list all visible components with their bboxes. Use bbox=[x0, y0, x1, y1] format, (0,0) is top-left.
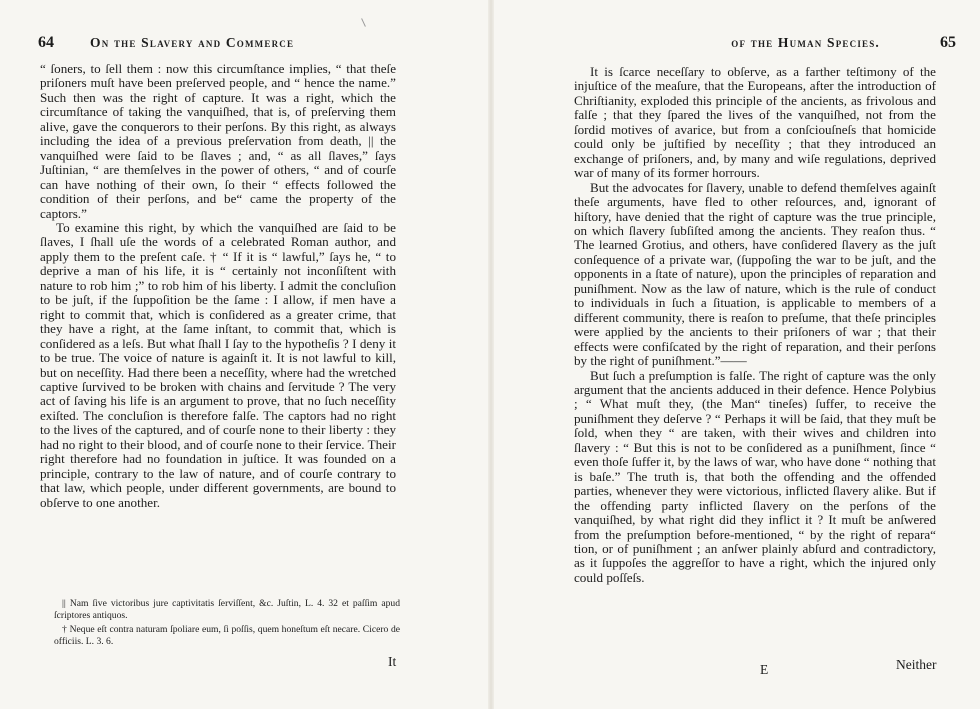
footnote: † Neque eſt contra naturam ſpoliare eum, ſi poſſis, quem honeſtum eſt necare. Cicero de officiis. L. 3. 6. bbox=[54, 624, 400, 647]
paragraph: “ ſoners, to ſell them : now this circumſtance implies, “ that theſe priſoners muſt have been preſerved people, and “ hence the name.” Such then was the right of capture. It was a right, which the circumſtance of taking the vanquiſhed, that is, of preſerving them alive, gave the conquerors to their perſons. By this right, as always including the idea of a previous preſervation from death, || the vanquiſhed were ſaid to be ſlaves ; and, “ as all ſlaves,” ſays Juſtinian, “ are themſelves in the power of others, “ and of courſe can have nothing of their own, ſo their “ effects followed the condition of their perſons, and be“ came the property of the captors.” bbox=[40, 61, 396, 221]
page-number: 65 bbox=[940, 34, 956, 51]
paragraph: To examine this right, by which the vanquiſhed are ſaid to be ſlaves, I ſhall uſe the words of a celebrated Roman author, and apply them to the preſent caſe. † “ If it is “ lawful,” ſays he, “ to deprive a man of his life, it is “ certainly not inconſiſtent with nature to rob him ;” to rob him of his liberty. I admit the concluſion to be juſt, if the ſuppoſition be the ſame : I allow, if men have a right to commit that, which is conſidered as a greater crime, that they have a right, at the ſame inſtant, to commit that, which is conſidered as a leſs. But what ſhall I ſay to the hypotheſis ? I deny it to be true. The voice of nature is againſt it. It is not lawful to kill, but on neceſſity. Had there been a neceſſity, where had the wretched captive ſurvived to be broken with chains and ſervitude ? The very act of ſaving his life is an argument to prove, that no ſuch neceſſity exiſted. The concluſion is therefore falſe. The captors had no right to the lives of the captured, and of courſe none to their liberty : they had no right to their blood, and of courſe none to their ſervice. Their right therefore had no foundation in juſtice. It was founded on a principle, contrary to the law of nature, and of courſe contrary to that law, which people, under different governments, are bound to obſerve to one another. bbox=[40, 219, 396, 510]
page-body bbox=[574, 65, 936, 585]
catchword: It bbox=[388, 654, 397, 669]
right-page bbox=[494, 0, 980, 709]
footnotes bbox=[54, 598, 400, 648]
signature-mark: E bbox=[760, 662, 769, 677]
page-body bbox=[40, 62, 396, 510]
running-head: of the Human Species. bbox=[731, 35, 880, 50]
paragraph: It is ſcarce neceſſary to obſerve, as a farther teſtimony of the injuſtice of the meaſure, that the Europeans, after the introduction of Chriſtianity, exploded this principle of the ancients, as frivolous and falſe ; that they ſpared the lives of the vanquiſhed, not from the ſordid motives of avarice, but from a conſciouſneſs that homicide could only be juſtified by neceſſity ; that they introduced an exchange of priſoners, and, by many and wiſe regulations, deprived war of many of its former horrours. bbox=[574, 64, 936, 181]
catchword: Neither bbox=[896, 657, 937, 672]
left-page bbox=[0, 0, 488, 709]
paragraph: But ſuch a preſumption is falſe. The right of capture was the only argument that the ancients adduced in their defence. Hence Polybius ; “ What muſt they, (the Man“ tineſes) ſuffer, to receive the puniſhment they deſerve ? “ Perhaps it will be ſaid, that they muſt be ſold, when they “ are taken, with their wives and children into ſlavery : “ But this is not to be conſidered as a puniſhment, ſince “ even thoſe ſuffer it, by the laws of war, who have done “ nothing that is baſe.” The truth is, that both the offending and the offended parties, whenever they were victorious, inflicted ſlavery alike. But if the offending party inflicted ſlavery on the perſons of the vanquiſhed, by what right did they inflict it ? It muſt be anſwered from the preſumption before-mentioned, “ by the right of repara“ tion, or of puniſhment ; an anſwer plainly abſurd and contradictory, as it ſuppoſes the aggreſſor to have a right, which the injured only could poſſeſs. bbox=[574, 367, 936, 585]
running-head: On the Slavery and Commerce bbox=[90, 35, 295, 50]
footnote: || Nam ſive victoribus jure captivitatis ſerviſſent, &c. Juſtin, L. 4. 32 et paſſim apud ſcriptores antiquos. bbox=[54, 598, 400, 621]
page-number: 64 bbox=[38, 34, 54, 51]
paragraph: But the advocates for ſlavery, unable to defend themſelves againſt theſe arguments, have fled to other reſources, and, ignorant of hiſtory, have denied that the right of capture was the true principle, on which ſlavery ſubſiſted among the ancients. They reaſon thus. “ The learned Grotius, and others, have conſidered ſlavery as the juſt conſequence of a private war, (ſuppoſing the war to be juſt, and the opponents in a ſtate of nature), upon the principles of reparation and puniſhment. Now as the law of nature, which is the rule of conduct to individuals in ſuch a ſituation, is applicable to members of a different community, there is reaſon to preſume, that theſe principles were applied by the ancients to their priſoners of war ; that their effects were confiſcated by the right of reparation, and their perſons by the right of puniſhment.”—— bbox=[574, 179, 936, 369]
